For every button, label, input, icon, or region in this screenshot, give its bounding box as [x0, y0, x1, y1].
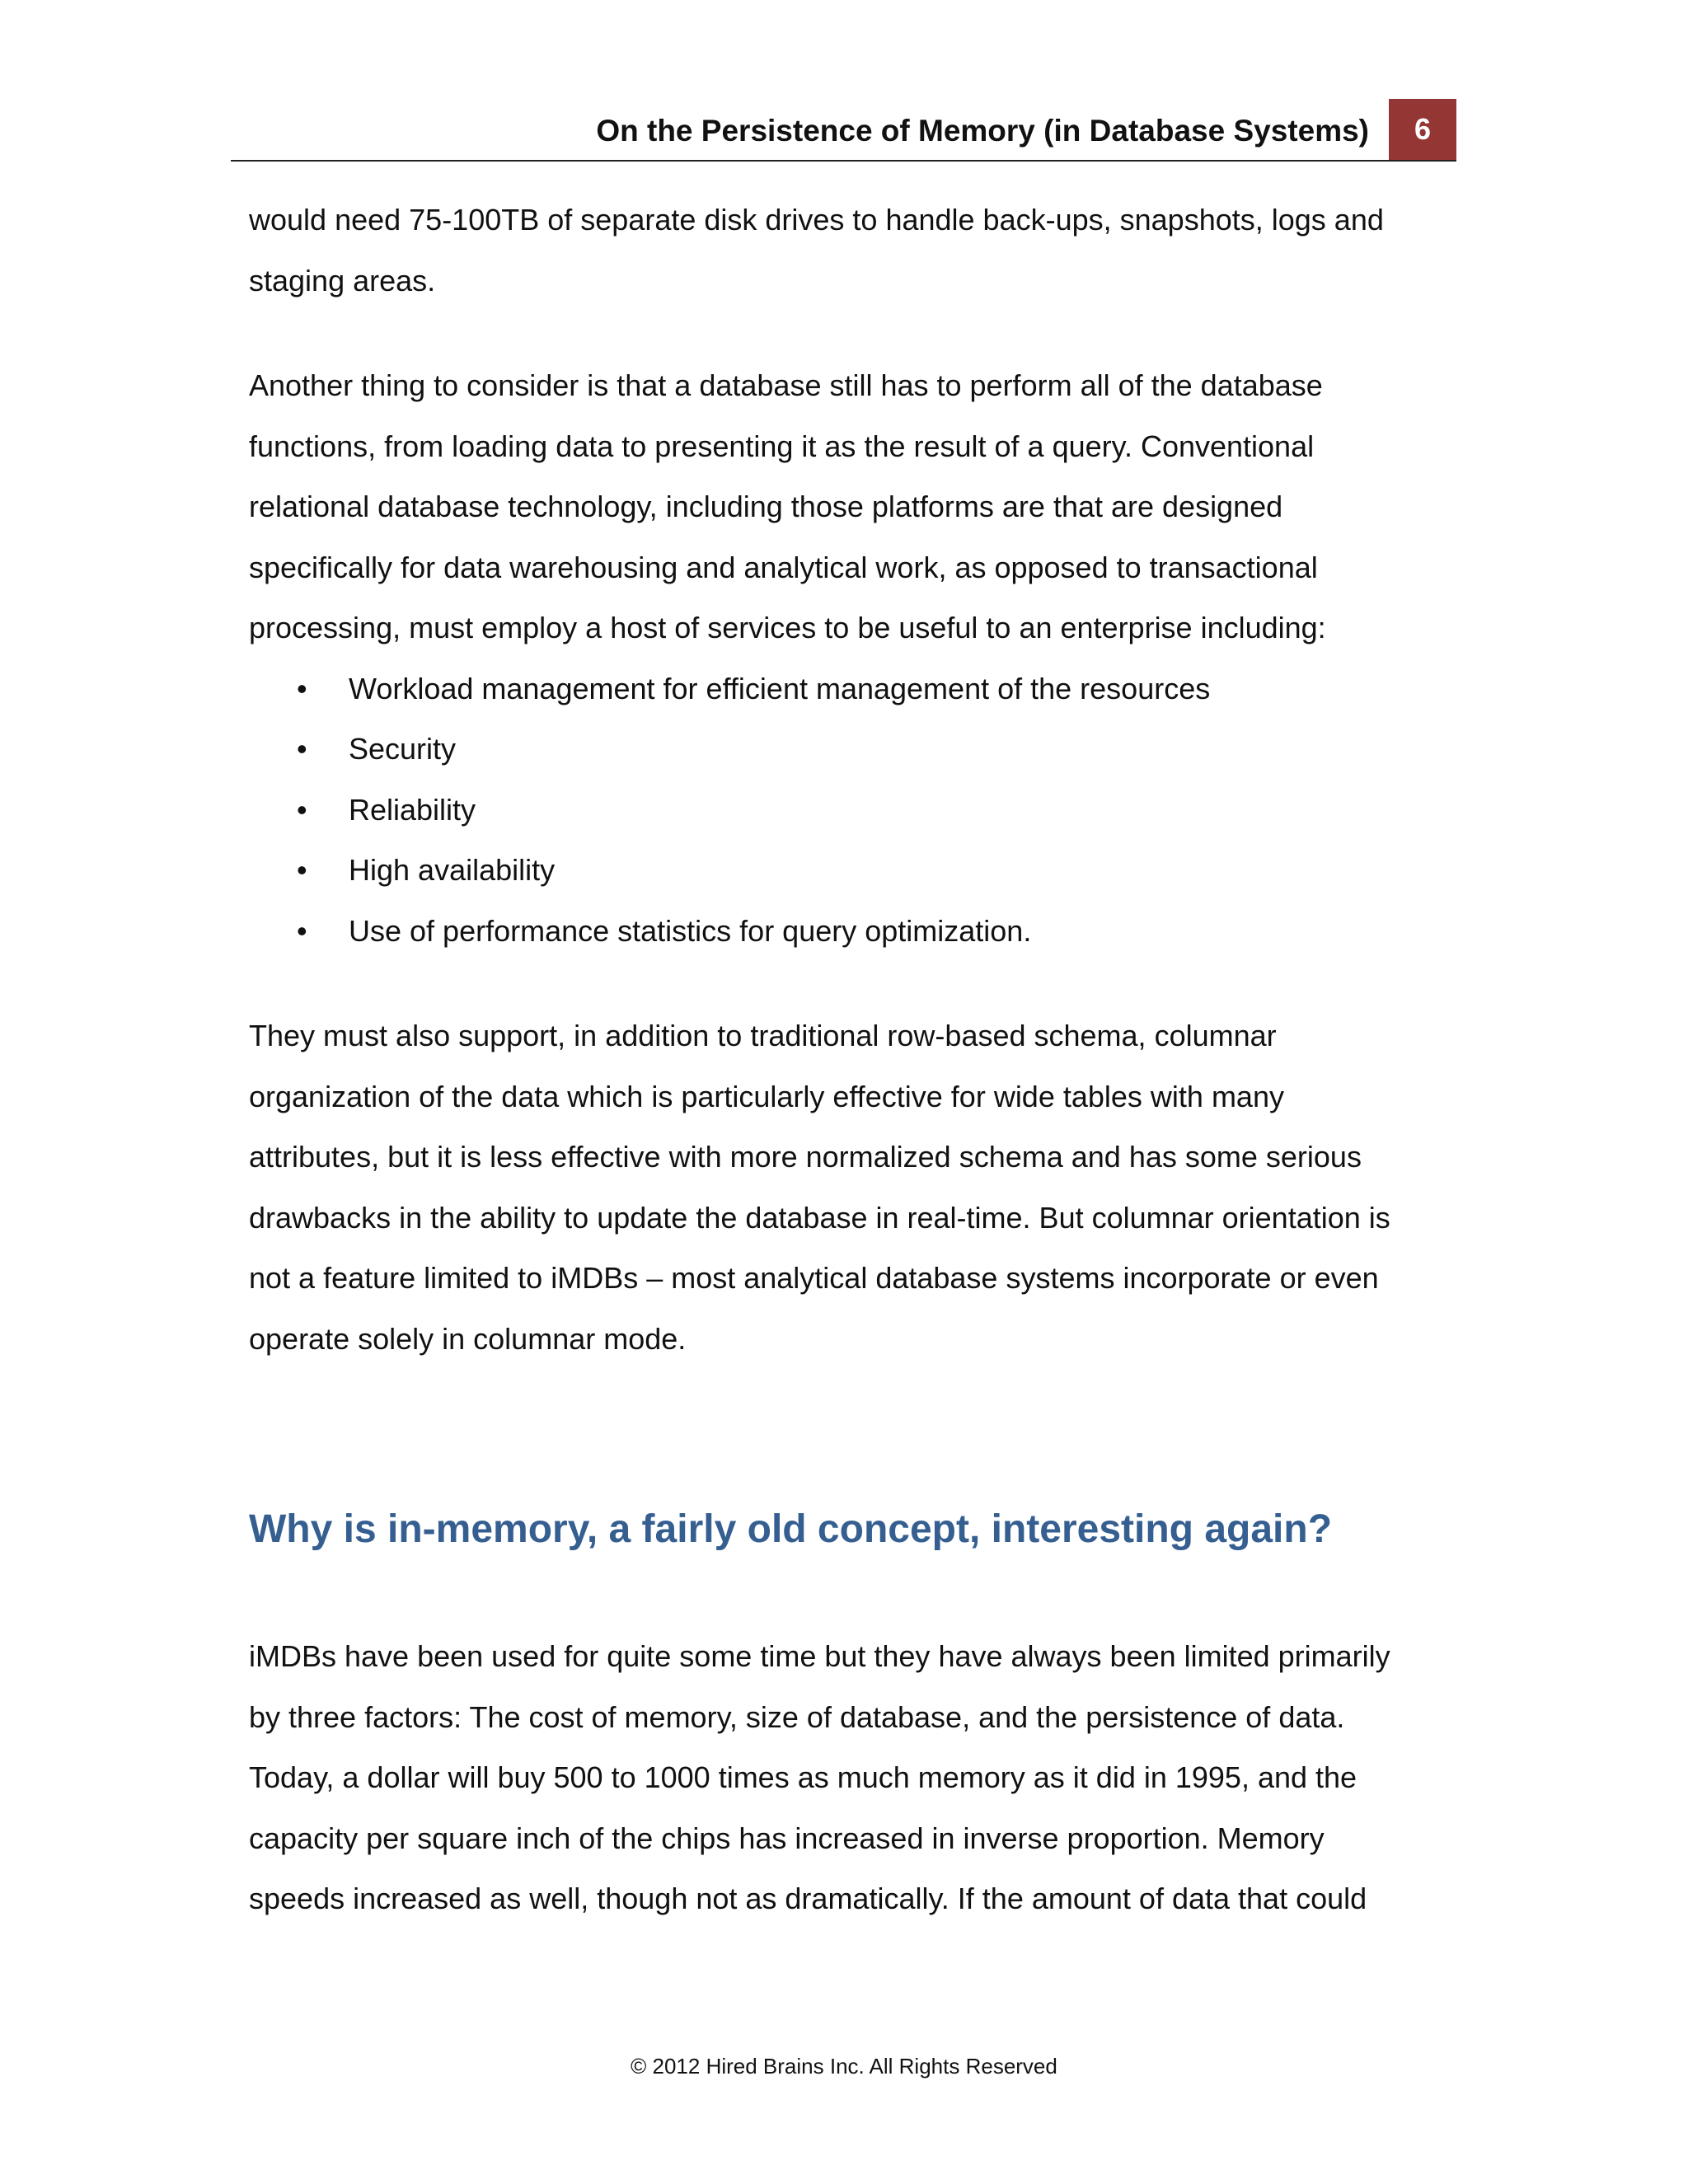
copyright-footer: © 2012 Hired Brains Inc. All Rights Reserved — [631, 2054, 1057, 2079]
section-heading: Why is in-memory, a fairly old concept, interesting again? — [249, 1507, 1333, 1551]
paragraph-line: staging areas. — [249, 263, 436, 298]
bullet-icon: • — [297, 853, 307, 887]
paragraph-line: attributes, but it is less effective with more normalized schema and has some serious — [249, 1140, 1362, 1174]
paragraph-line: They must also support, in addition to traditional row-based schema, columnar — [249, 1019, 1277, 1052]
paragraph-line: relational database technology, including those platforms are that are designed — [249, 490, 1283, 523]
bullet-item — [249, 780, 1452, 841]
paragraph-line: processing, must employ a host of services to be useful to an enterprise including: — [249, 611, 1326, 644]
bullet-icon: • — [297, 792, 307, 827]
page-number-badge: 6 — [1389, 99, 1456, 160]
paragraph-line: by three factors: The cost of memory, size of database, and the persistence of data. — [249, 1699, 1345, 1734]
bullet-text: Reliability — [349, 792, 476, 827]
header-title: On the Persistence of Memory (in Database Systems) — [596, 114, 1369, 148]
bullet-item — [249, 658, 1452, 719]
paragraph-line: speeds increased as well, though not as dramatically. If the amount of data that could — [249, 1882, 1367, 1915]
paragraph-line: would need 75-100TB of separate disk drives to handle back-ups, snapshots, logs and — [249, 203, 1384, 237]
bullet-icon: • — [297, 671, 307, 705]
paragraph-line: functions, from loading data to presenting it as the result of a query. Conventional — [249, 429, 1315, 463]
page-body — [249, 190, 1452, 1929]
paragraph-line: drawbacks in the ability to update the database in real-time. But columnar orientation is — [249, 1200, 1390, 1235]
paragraph-line: Another thing to consider is that a database still has to perform all of the database — [249, 368, 1323, 402]
bullet-item — [249, 719, 1452, 780]
bullet-text: Use of performance statistics for query optimization. — [349, 913, 1032, 948]
paragraph-line: capacity per square inch of the chips has increased in inverse proportion. Memory — [249, 1821, 1325, 1855]
paragraph-line: operate solely in columnar mode. — [249, 1321, 687, 1356]
bullet-list — [249, 658, 1452, 962]
paragraph-line: organization of the data which is particularly effective for wide tables with many — [249, 1079, 1284, 1113]
bullet-text: Security — [349, 732, 457, 766]
bullet-text: High availability — [349, 853, 556, 887]
bullet-item — [249, 840, 1452, 901]
paragraph-line: iMDBs have been used for quite some time but they have always been limited primarily — [249, 1639, 1390, 1673]
bullet-icon: • — [297, 732, 307, 766]
paragraph-line: not a feature limited to iMDBs – most analytical database systems incorporate or even — [249, 1261, 1379, 1295]
running-header — [231, 99, 1456, 162]
paragraph-line: Today, a dollar will buy 500 to 1000 times as much memory as it did in 1995, and the — [249, 1760, 1357, 1794]
paragraph-line: specifically for data warehousing and analytical work, as opposed to transactional — [249, 550, 1318, 584]
bullet-item — [249, 901, 1452, 962]
bullet-icon: • — [297, 913, 307, 948]
bullet-text: Workload management for efficient management of the resources — [349, 671, 1211, 705]
